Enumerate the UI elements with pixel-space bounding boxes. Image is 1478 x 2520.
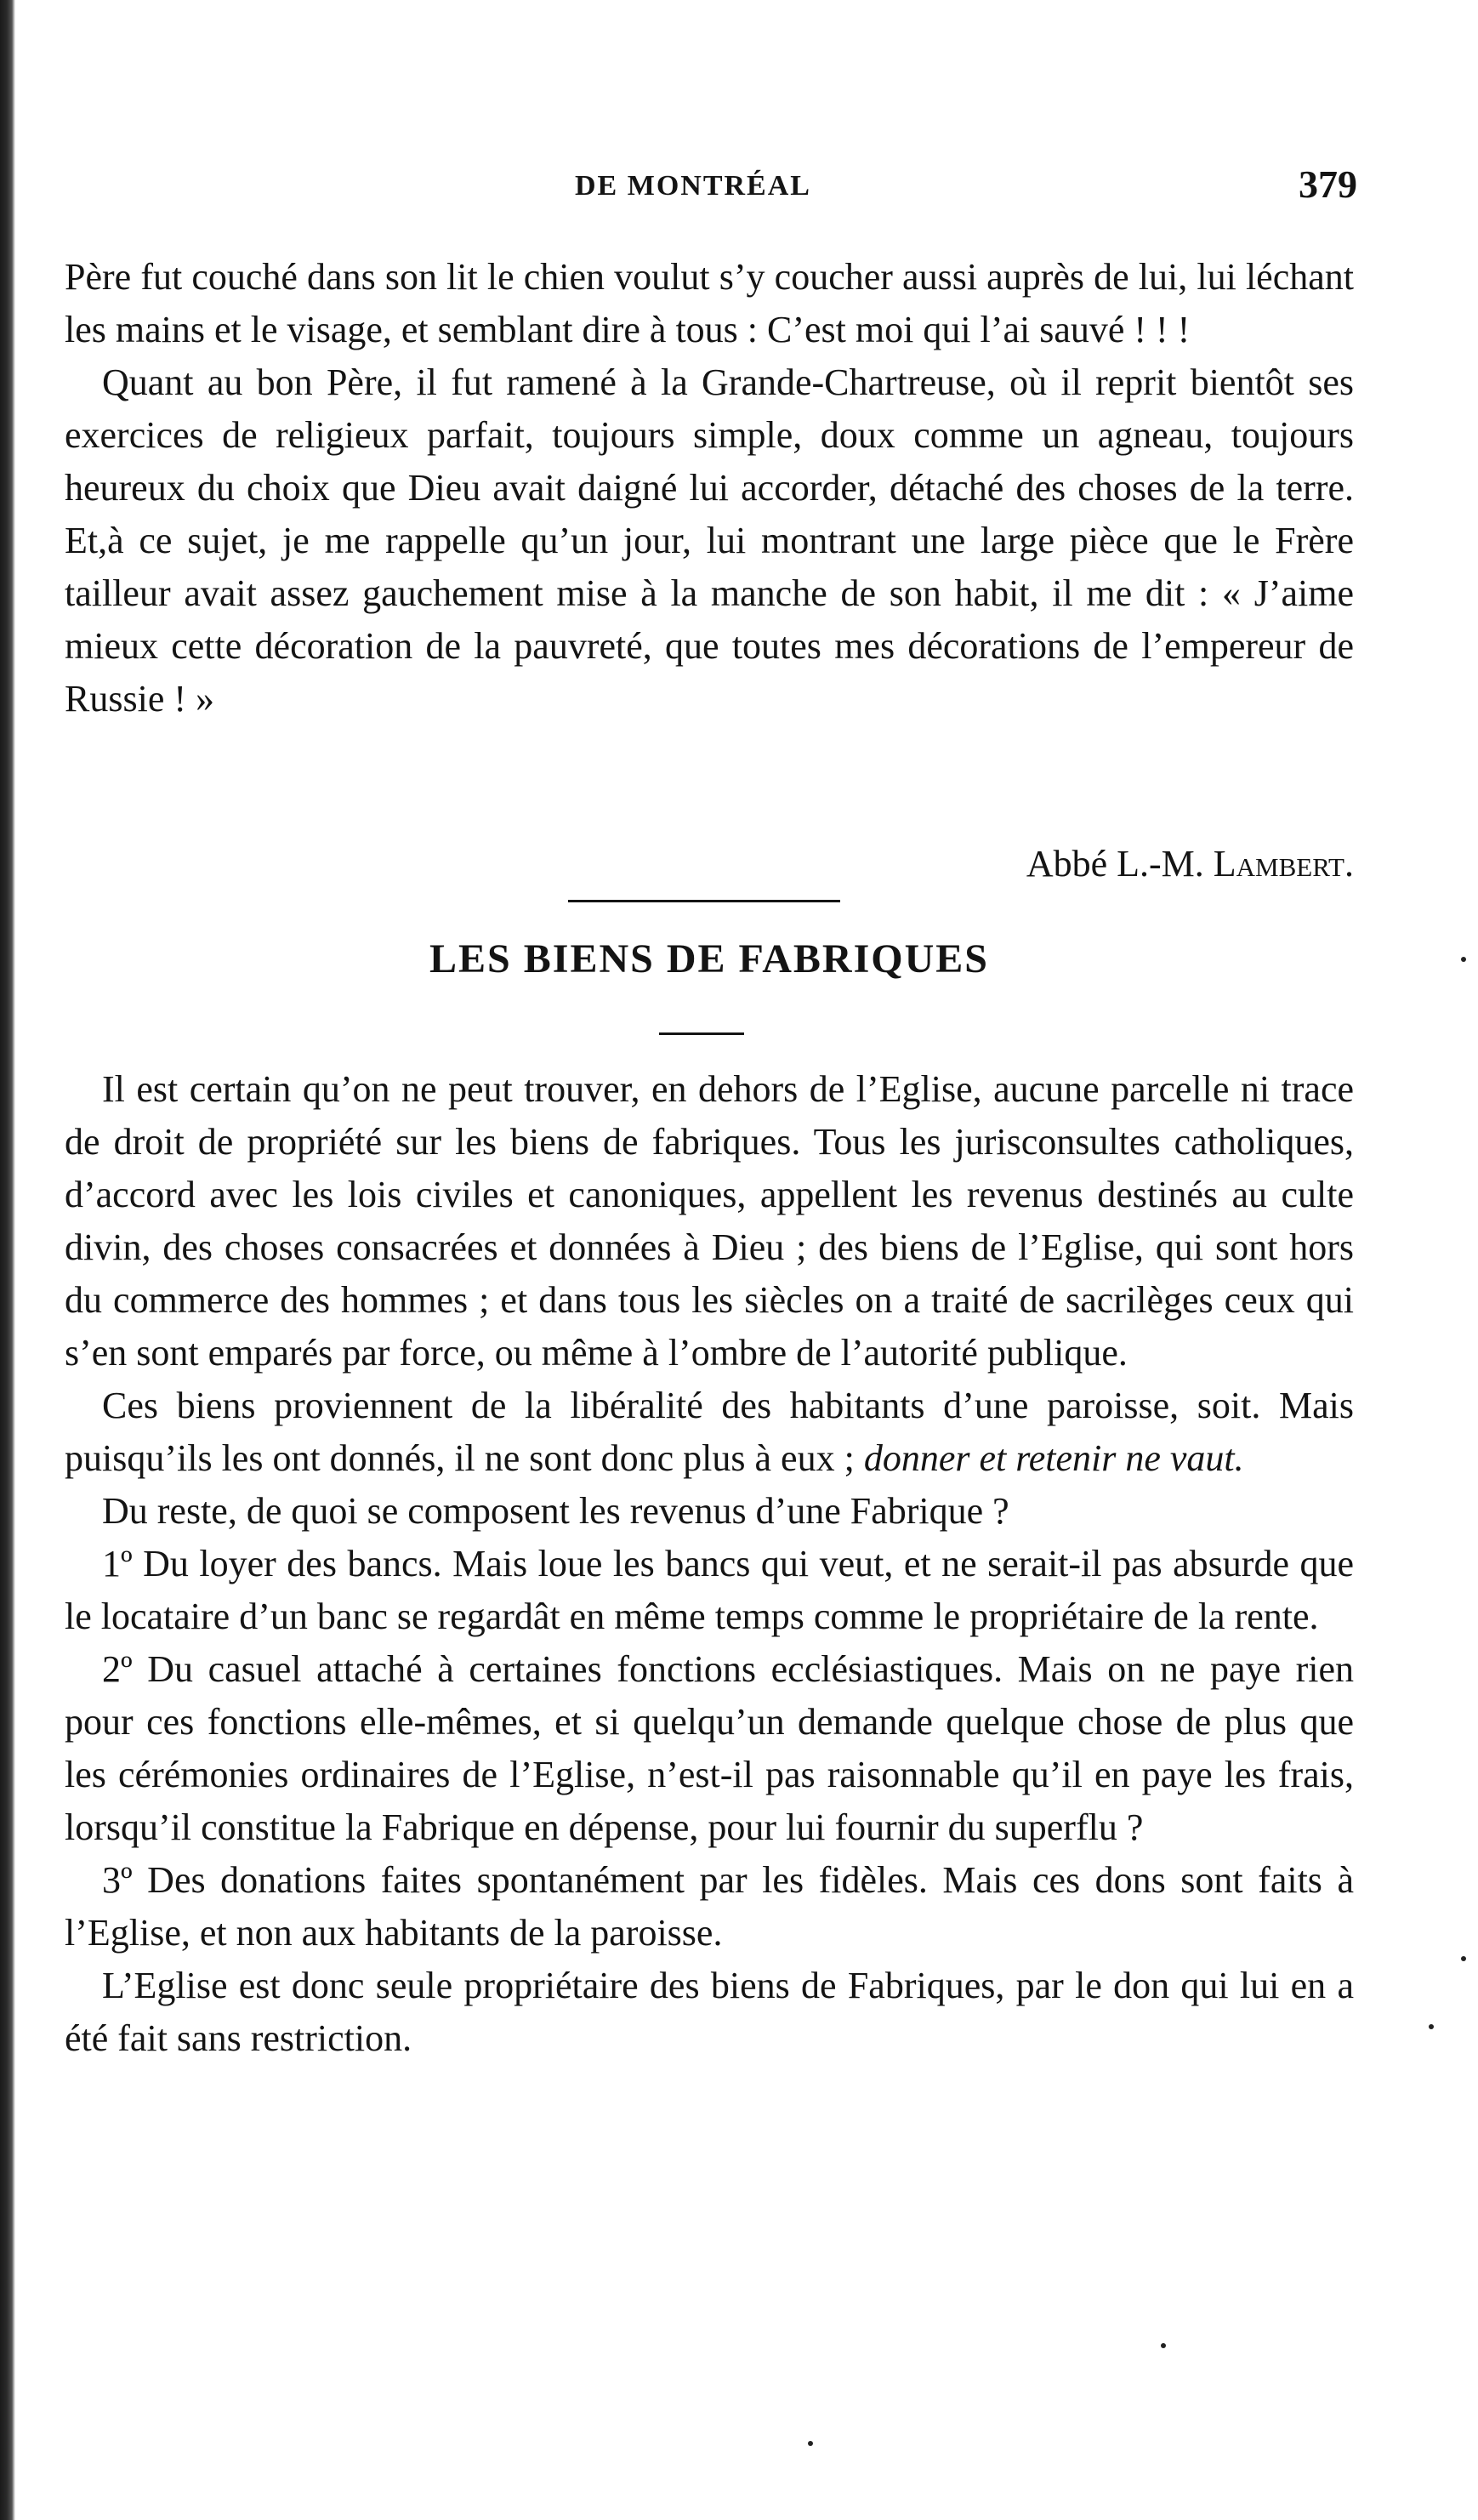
- article-title: LES BIENS DE FABRIQUES: [429, 936, 989, 981]
- print-speck: [1161, 2343, 1166, 2348]
- print-speck: [1461, 1956, 1466, 1961]
- page-binding-edge: [0, 0, 15, 2520]
- latin-maxim: donner et retenir ne vaut.: [863, 1437, 1244, 1479]
- signature-name: Lambert.: [1213, 843, 1354, 885]
- paragraph: Père fut couché dans son lit le chien voulut s’y coucher aussi auprès de lui, lui léchant les mains et le visage, et semblant dire à tous : C’est moi qui l’ai sauvé ! ! !: [65, 256, 1354, 350]
- title-divider: [659, 1032, 744, 1035]
- article-body: [65, 1063, 1354, 2065]
- paragraph: [65, 1379, 1354, 1485]
- paragraph: 2º Du casuel attaché à certaines fonctions ecclésiastiques. Mais on ne paye rien pour ces fonctions elle-mêmes, et si quelqu’un demande quelque chose de plus que les cérémonies ordinaires de l’Eglise, n’est-il pas raisonnable qu’il en paye les frais, lorsqu’il constitue la Fabrique en dépense, pour lui fournir du superflu ?: [65, 1648, 1354, 1848]
- paragraph: L’Eglise est donc seule propriétaire des biens de Fabriques, par le don qui lui en a été fait sans restriction.: [65, 1965, 1354, 2059]
- paragraph: 3º Des donations faites spontanément par les fidèles. Mais ces dons sont faits à l’Eglise, et non aux habitants de la paroisse.: [65, 1859, 1354, 1954]
- section-divider: [568, 900, 840, 902]
- page-header: [65, 162, 1357, 221]
- signature-prefix: Abbé L.-M.: [1026, 843, 1214, 885]
- author-signature: [1026, 838, 1354, 890]
- print-speck: [808, 2441, 813, 2446]
- paragraph: Quant au bon Père, il fut ramené à la Grande-Chartreuse, où il reprit bientôt ses exercices de religieux parfait, toujours simple, doux comme un agneau, toujours heureux du choix que Dieu avait daigné lui accorder, détaché des choses de la terre. Et,à ce sujet, je me rappelle qu’un jour, lui montrant une large pièce que le Frère tailleur avait assez gauchement mise à la manche de son habit, il me dit : « J’aime mieux cette décoration de la pauvreté, que toutes mes décorations de l’empereur de Russie ! »: [65, 361, 1354, 720]
- paragraph: 1º Du loyer des bancs. Mais loue les bancs qui veut, et ne serait-il pas absurde que le locataire d’un banc se regardât en même temps comme le propriétaire de la rente.: [65, 1543, 1354, 1637]
- paragraph: Du reste, de quoi se composent les revenus d’une Fabrique ?: [102, 1490, 1009, 1532]
- running-head: DE MONTRÉAL: [575, 170, 811, 202]
- print-speck: [1429, 2024, 1434, 2029]
- print-speck: [1461, 957, 1466, 962]
- page-number: 379: [1299, 162, 1357, 206]
- paragraph-text: Ces biens proviennent de la libéralité des habitants d’une paroisse, soit. Mais puisqu’ils les ont donnés, il ne sont donc plus à eux ;: [65, 1385, 1354, 1479]
- paragraph: Il est certain qu’on ne peut trouver, en dehors de l’Eglise, aucune parcelle ni trace de droit de propriété sur les biens de fabriques. Tous les jurisconsultes catholiques, d’accord avec les lois civiles et canoniques, appellent les revenus destinés au culte divin, des choses consacrées et données à Dieu ; des biens de l’Eglise, qui sont hors du commerce des hommes ; et dans tous les siècles on a traité de sacrilèges ceux qui s’en sont emparés par force, ou même à l’ombre de l’autorité publique.: [65, 1068, 1354, 1374]
- previous-article-text: [65, 251, 1354, 725]
